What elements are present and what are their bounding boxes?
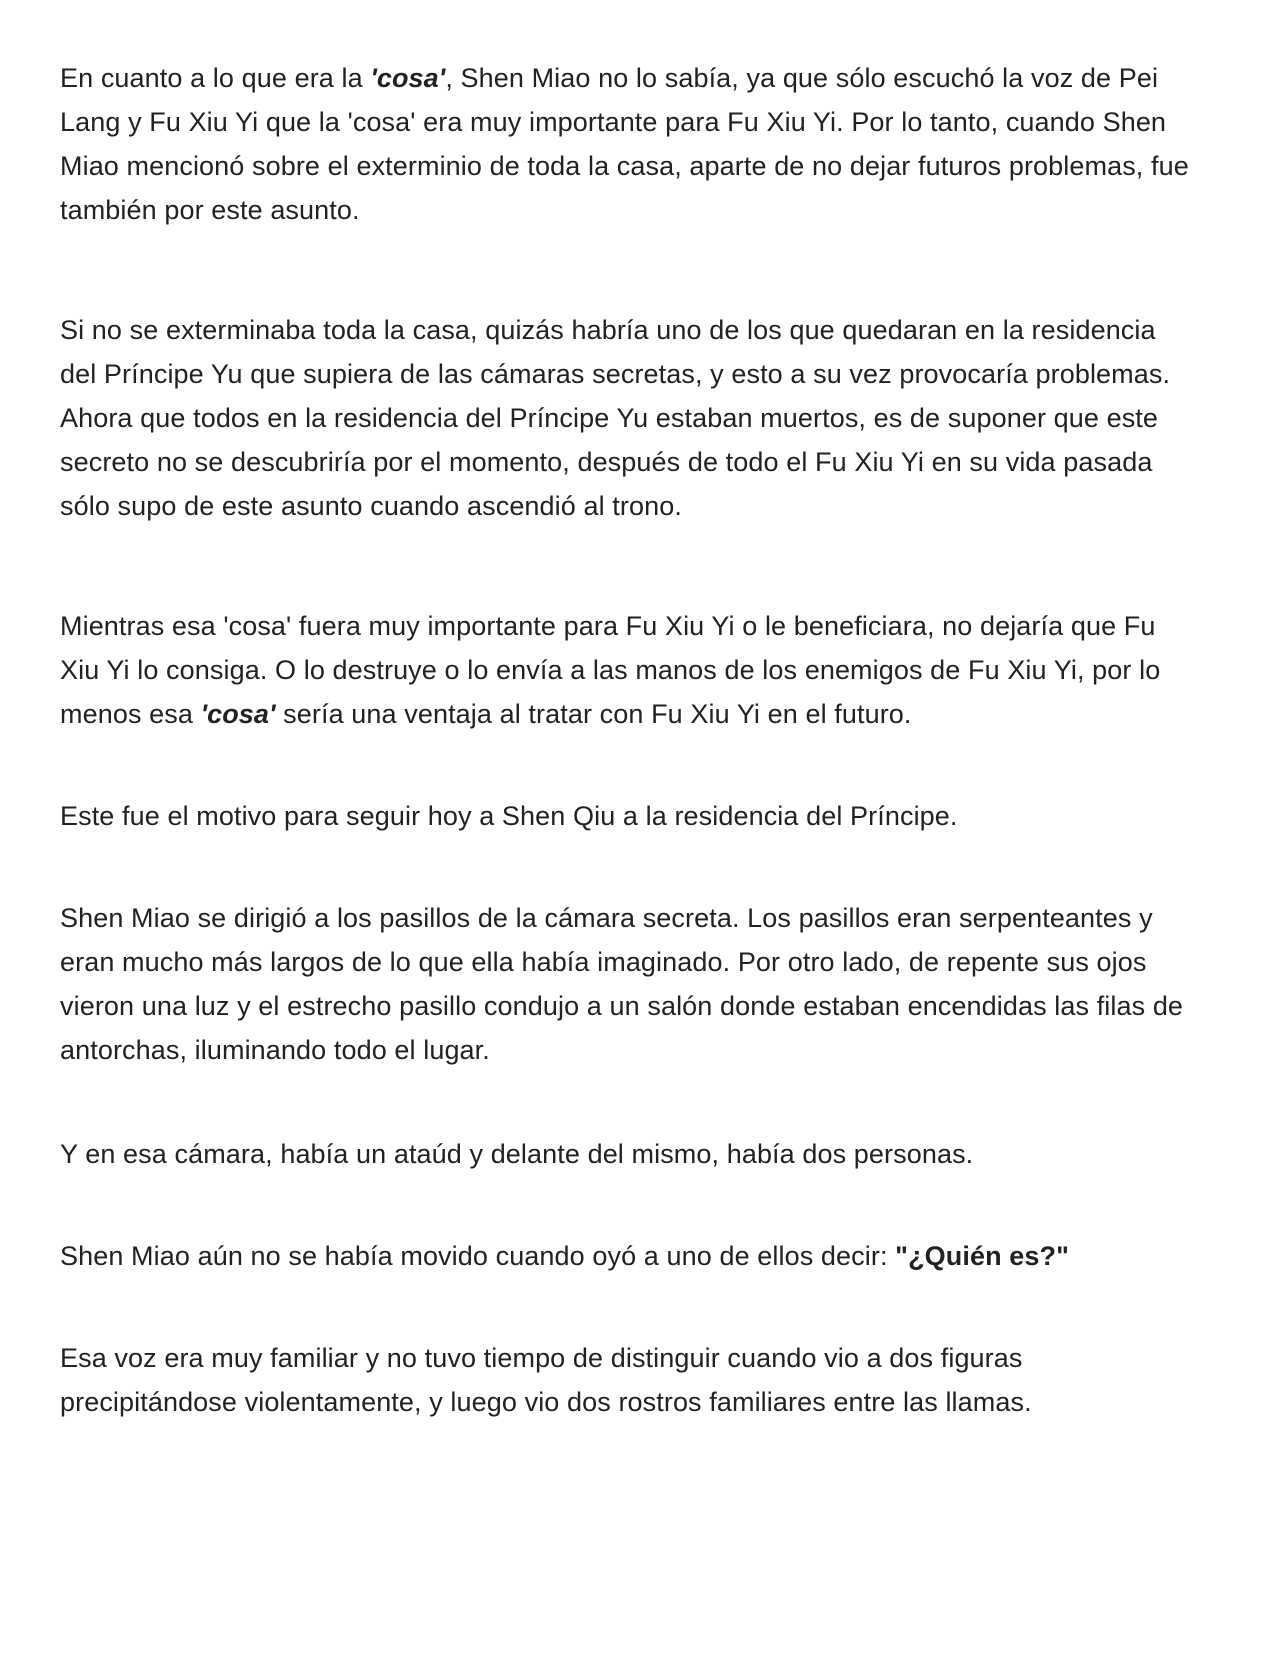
paragraph-1 <box>60 56 1190 232</box>
text-segment: Mientras esa 'cosa' fuera muy importante para Fu Xiu Yi o le beneficiara, no dejaría que Fu Xiu Yi lo consiga. O lo destruye o lo envía a las manos de los enemigos de Fu Xiu Yi, por lo menos esa <box>60 611 1161 729</box>
text-segment: Este fue el motivo para seguir hoy a Shen Qiu a la residencia del Príncipe. <box>60 801 958 831</box>
text-segment: Y en esa cámara, había un ataúd y delante del mismo, había dos personas. <box>60 1139 974 1169</box>
text-segment: En cuanto a lo que era la <box>60 63 371 93</box>
text-segment: Shen Miao se dirigió a los pasillos de la cámara secreta. Los pasillos eran serpenteantes y eran mucho más largos de lo que ella había imaginado. Por otro lado, de repente sus ojos vieron una luz y el estrecho pasillo condujo a un salón donde estaban encendidas las filas de antorchas, iluminando todo el lugar. <box>60 903 1184 1065</box>
emphasis-cosa: 'cosa' <box>370 63 446 93</box>
paragraph-7 <box>60 1234 1190 1278</box>
paragraph-5 <box>60 896 1190 1072</box>
paragraph-4 <box>60 794 1190 838</box>
paragraph-8 <box>60 1336 1190 1424</box>
paragraph-2 <box>60 308 1190 528</box>
text-segment: Esa voz era muy familiar y no tuvo tiempo de distinguir cuando vio a dos figuras precipitándose violentamente, y luego vio dos rostros familiares entre las llamas. <box>60 1343 1032 1417</box>
text-segment: Si no se exterminaba toda la casa, quizás habría uno de los que quedaran en la residencia del Príncipe Yu que supiera de las cámaras secretas, y esto a su vez provocaría problemas. Ahora que todos en la residencia del Príncipe Yu estaban muertos, es de suponer que este secreto no se descubriría por el momento, después de todo el Fu Xiu Yi en su vida pasada sólo supo de este asunto cuando ascendió al trono. <box>60 315 1171 521</box>
text-segment: sería una ventaja al tratar con Fu Xiu Yi en el futuro. <box>275 699 912 729</box>
text-segment: , Shen Miao no lo sabía, ya que sólo escuchó la voz de Pei Lang y Fu Xiu Yi que la 'cosa' era muy importante para Fu Xiu Yi. Por lo tanto, cuando Shen Miao mencionó sobre el exterminio de toda la casa, aparte de no dejar futuros problemas, fue también por este asunto. <box>60 63 1189 225</box>
emphasis-cosa: 'cosa' <box>200 699 276 729</box>
text-segment: Shen Miao aún no se había movido cuando oyó a uno de ellos decir: <box>60 1241 896 1271</box>
dialogue-quote: "¿Quién es?" <box>895 1241 1069 1271</box>
paragraph-6 <box>60 1132 1190 1176</box>
paragraph-3 <box>60 604 1190 736</box>
